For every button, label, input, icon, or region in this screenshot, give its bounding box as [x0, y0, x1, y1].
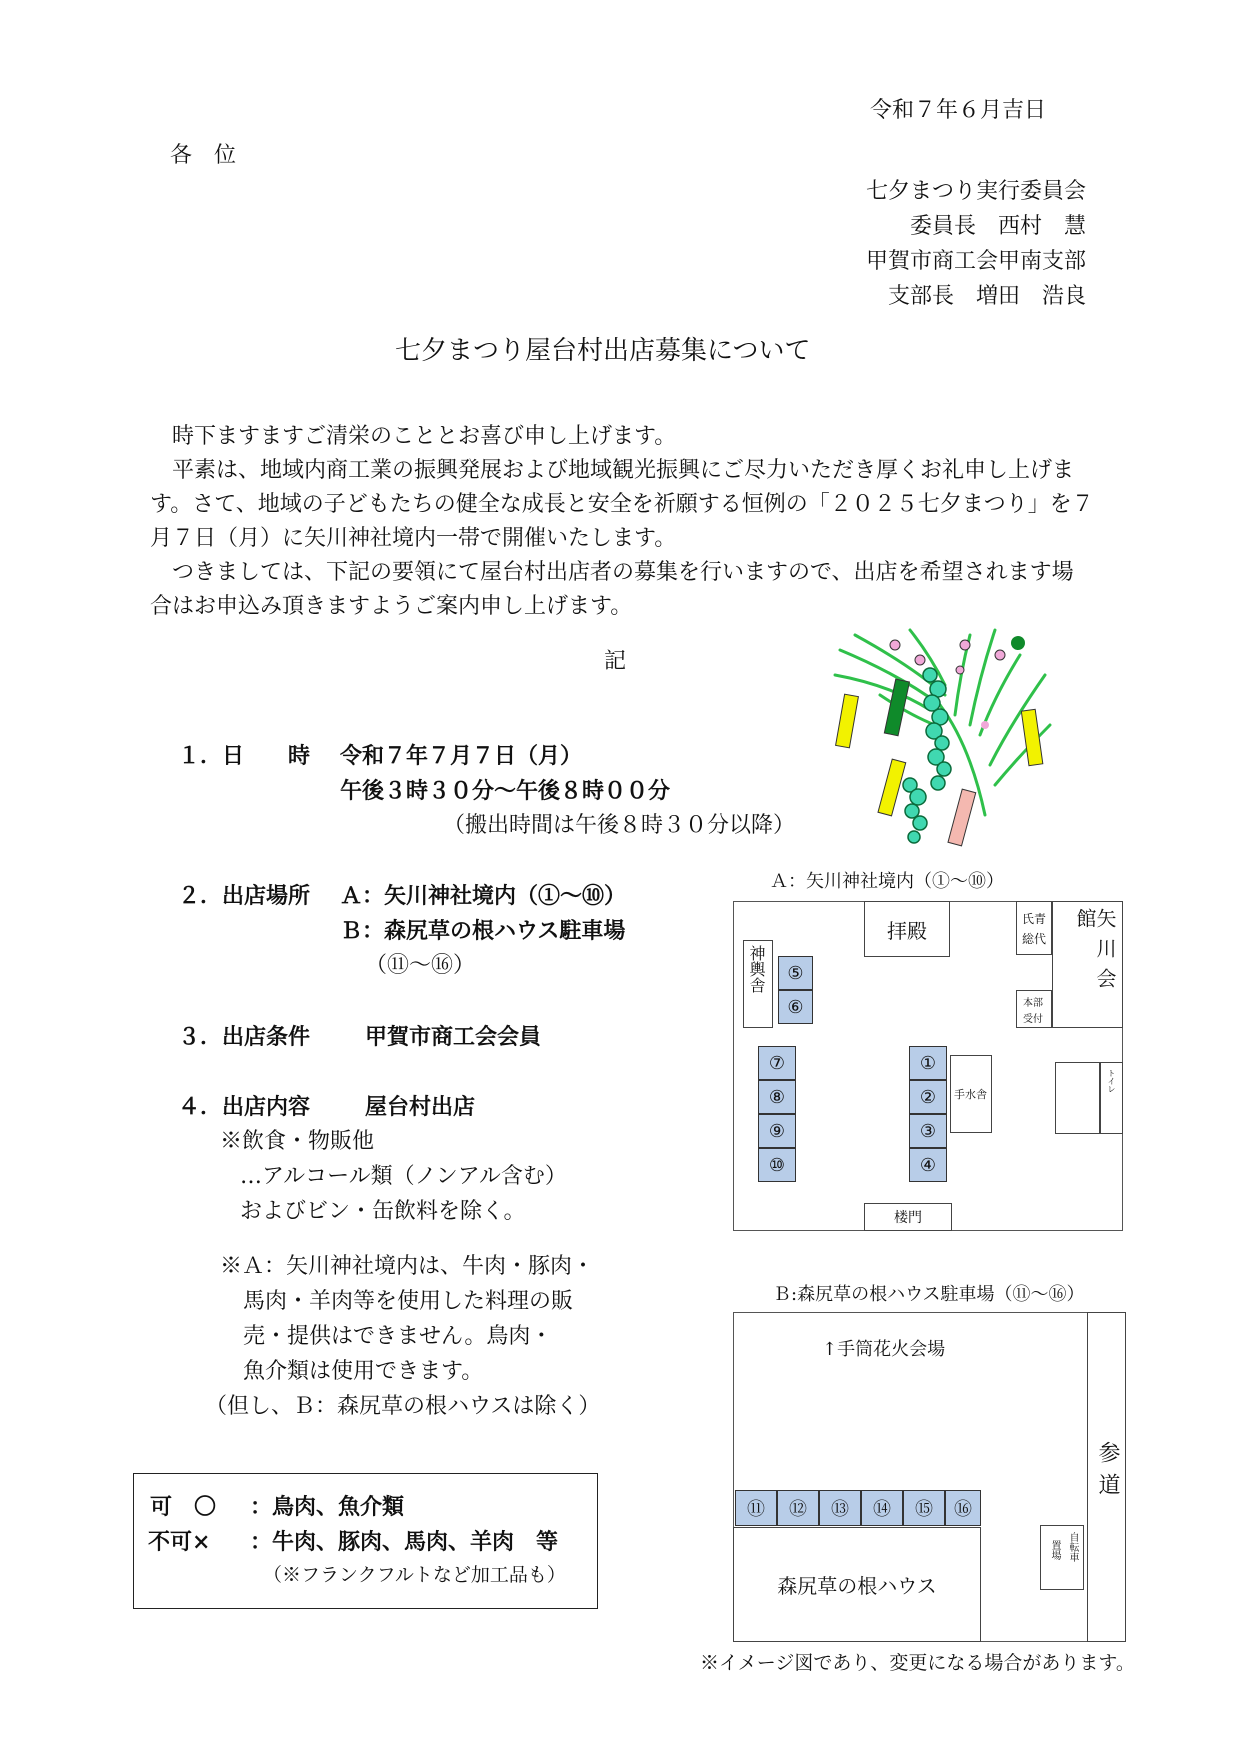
item1-date: 令和７年７月７日（月）	[340, 743, 583, 769]
request-paragraph: つきましては、下記の要領にて屋台村出店者の募集を行いますので、出店を希望されます場合はお申込み頂きますようご案内申し上げます。	[150, 560, 1074, 619]
item2-location-b: Ｂ：森尻草の根ハウス駐車場	[340, 918, 626, 944]
ujiko-label-1: 氏青	[1022, 912, 1047, 926]
issue-date: 令和７年６月吉日	[870, 98, 1047, 123]
honbu-label-2: 受付	[1023, 1014, 1043, 1025]
yakawa-hall-label: 矢川会館	[1073, 908, 1117, 998]
mikoshi-label: 神輿舎	[747, 945, 766, 993]
meat-note-4: 魚介類は使用できます。	[243, 1359, 484, 1384]
legend-ng-label: 不可×	[148, 1529, 211, 1555]
bike-label-1: 自転車	[1067, 1532, 1078, 1562]
toilet-annex	[1100, 1062, 1123, 1134]
haiden-building	[864, 901, 950, 957]
temizuya-label: 手水舎	[954, 1088, 987, 1101]
meat-note-5: （但し、Ｂ：森尻草の根ハウスは除く）	[205, 1394, 601, 1419]
item4-note-2: …アルコール類（ノンアル含む）	[240, 1164, 567, 1189]
meat-note-2: 馬肉・羊肉等を使用した料理の販	[243, 1289, 574, 1314]
stall-14: ⑭	[861, 1490, 903, 1526]
item2-location-b-range: （⑪～⑯）	[365, 953, 476, 978]
item2-label: ２．出店場所	[178, 883, 311, 909]
map-footnote: ※イメージ図であり、変更になる場合があります。	[700, 1652, 1135, 1674]
item3-label: ３．出店条件	[178, 1024, 311, 1050]
ujiko-label-2: 総代	[1022, 932, 1047, 946]
stall-13: ⑬	[819, 1490, 861, 1526]
toilet-building	[1055, 1062, 1100, 1134]
page-title: 七夕まつり屋台村出店募集について	[395, 336, 811, 366]
stall-6: ⑥	[778, 990, 813, 1024]
item1-time: 午後３時３０分～午後８時００分	[340, 778, 671, 804]
item1-removal-time: （搬出時間は午後８時３０分以降）	[443, 813, 796, 838]
greeting-paragraph: 時下ますますご清栄のこととお喜び申し上げます。	[172, 424, 677, 449]
meat-note-3: 売・提供はできません。鳥肉・	[243, 1324, 553, 1349]
item1-label: １．日 時	[178, 743, 311, 769]
item4-note-3: およびビン・缶飲料を除く。	[240, 1199, 526, 1224]
kusanone-house-label: 森尻草の根ハウス	[777, 1574, 937, 1598]
stall-4: ④	[909, 1148, 947, 1182]
sender-branch-head: 支部長 増田 浩良	[887, 284, 1086, 309]
stall-16: ⑯	[945, 1490, 981, 1526]
sender-org: 七夕まつり実行委員会	[865, 179, 1086, 204]
kusanone-house-building	[733, 1527, 981, 1642]
item4-note-1: ※飲食・物販他	[220, 1129, 375, 1154]
legend-ng-value: ：牛肉、豚肉、馬肉、羊肉 等	[250, 1529, 559, 1555]
stall-7: ⑦	[758, 1046, 796, 1080]
bike-label-2: 置場	[1049, 1540, 1060, 1560]
intro-paragraph: 平素は、地域内商工業の振興発展および地域観光振興にご尽力いただき厚くお礼申し上げます。さて、地域の子どもたちの健全な成長と安全を祈願する恒例の「２０２５七夕まつり」を７月７日（月）に矢川神社境内一帯で開催いたします。	[150, 458, 1094, 551]
stall-9: ⑨	[758, 1114, 796, 1148]
tanabata-decoration	[820, 615, 1070, 855]
stall-10: ⑩	[758, 1148, 796, 1182]
honbu-tent	[1016, 990, 1052, 1028]
meat-note-1: ※Ａ：矢川神社境内は、牛肉・豚肉・	[220, 1254, 595, 1279]
mikoshi-building	[743, 940, 773, 1028]
stall-3: ③	[909, 1114, 947, 1148]
map-a-caption: Ａ：矢川神社境内（①～⑩）	[770, 871, 1004, 892]
sando-label: 参道	[1095, 1441, 1120, 1505]
legend-ng-note: （※フランクフルトなど加工品も）	[263, 1564, 566, 1586]
stall-11: ⑪	[735, 1490, 777, 1526]
honbu-label-1: 本部	[1023, 998, 1043, 1009]
sando-path	[1087, 1312, 1126, 1642]
addressee: 各 位	[170, 143, 237, 168]
item4-value: 屋台村出店	[365, 1094, 476, 1120]
sender-chair: 委員長 西村 慧	[909, 214, 1086, 239]
yakawa-hall-building	[1052, 901, 1123, 1028]
romon-gate	[864, 1203, 952, 1231]
stall-5: ⑤	[778, 956, 813, 990]
ki-heading: 記	[604, 649, 627, 674]
legend-ok-value: ：鳥肉、魚介類	[250, 1494, 405, 1520]
romon-label: 楼門	[894, 1210, 922, 1226]
toilet-label: トイレ	[1107, 1069, 1116, 1093]
temizuya-building	[950, 1055, 992, 1133]
bike-parking	[1040, 1525, 1084, 1590]
item2-location-a: Ａ：矢川神社境内（①～⑩）	[340, 883, 627, 909]
ujiko-building	[1016, 901, 1052, 955]
stall-1: ①	[909, 1046, 947, 1080]
sender-branch: 甲賀市商工会甲南支部	[865, 249, 1086, 274]
legend-ok-label: 可 〇	[150, 1494, 217, 1520]
stall-2: ②	[909, 1080, 947, 1114]
item4-label: ４．出店内容	[178, 1094, 311, 1120]
stall-12: ⑫	[777, 1490, 819, 1526]
stall-8: ⑧	[758, 1080, 796, 1114]
fireworks-venue-label: ↑手筒花火会場	[822, 1339, 946, 1360]
stall-15: ⑮	[903, 1490, 945, 1526]
map-b-caption: Ｂ:森尻草の根ハウス駐車場（⑪～⑯）	[773, 1284, 1085, 1305]
haiden-label: 拝殿	[887, 918, 927, 943]
item3-value: 甲賀市商工会会員	[365, 1024, 542, 1050]
